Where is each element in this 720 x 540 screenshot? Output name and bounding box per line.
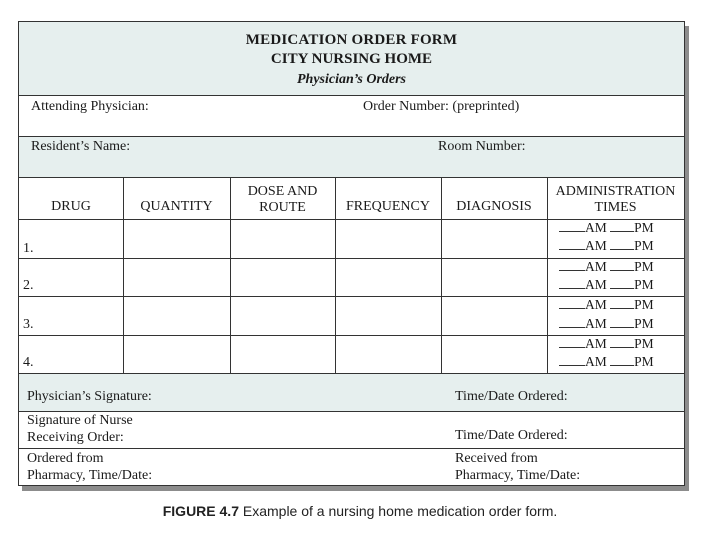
row-number-1: 1. [23, 241, 34, 256]
room-number-field[interactable]: Room Number: [438, 139, 526, 154]
figure-caption [0, 503, 720, 519]
row-number-3: 3. [23, 317, 34, 332]
pm-label: PM [634, 354, 654, 369]
attending-physician-field[interactable]: Attending Physician: [31, 99, 149, 114]
am-label: AM [585, 238, 607, 253]
time-date-ordered-field[interactable]: Time/Date Ordered: [455, 389, 568, 404]
nurse-signature-field[interactable] [27, 412, 133, 446]
am-label: AM [585, 220, 607, 235]
column-divider [335, 177, 336, 373]
form-header [19, 22, 684, 95]
divider [19, 448, 684, 449]
admin-time-am-pm[interactable] [559, 220, 654, 236]
admin-time-am-pm[interactable] [559, 336, 654, 352]
admin-time-am-pm[interactable] [559, 238, 654, 254]
am-label: AM [585, 277, 607, 292]
admin-time-am-pm[interactable] [559, 259, 654, 275]
residents-name-field[interactable]: Resident’s Name: [31, 139, 131, 154]
received-from-pharmacy-field[interactable] [455, 450, 580, 484]
nurse-signature-line1: Signature of Nurse [27, 413, 133, 428]
column-header-drug: DRUG [51, 199, 91, 214]
pm-label: PM [634, 277, 654, 292]
column-header-admin-line1: ADMINISTRATION [555, 184, 676, 199]
ordered-from-line2: Pharmacy, Time/Date: [27, 468, 153, 483]
admin-time-am-pm[interactable] [559, 354, 654, 370]
admin-time-am-pm[interactable] [559, 297, 654, 313]
column-header-administration-times [547, 184, 684, 216]
am-label: AM [585, 297, 607, 312]
pm-label: PM [634, 316, 654, 331]
figure-caption-text: Example of a nursing home medication order form. [238, 503, 558, 519]
ordered-from-pharmacy-field[interactable] [27, 450, 152, 484]
am-label: AM [585, 354, 607, 369]
column-header-dose-route [230, 184, 335, 216]
am-label: AM [585, 336, 607, 351]
divider [19, 95, 684, 96]
order-number-field: Order Number: (preprinted) [363, 99, 520, 114]
pm-label: PM [634, 336, 654, 351]
column-header-quantity: QUANTITY [140, 199, 213, 214]
nurse-signature-line2: Receiving Order: [27, 430, 124, 445]
physician-signature-field[interactable]: Physician’s Signature: [27, 389, 152, 404]
received-from-line2: Pharmacy, Time/Date: [455, 468, 581, 483]
column-divider [547, 177, 548, 373]
column-header-admin-line2: TIMES [594, 200, 637, 215]
divider [19, 177, 684, 178]
form-title: MEDICATION ORDER FORM [245, 32, 458, 48]
facility-name: CITY NURSING HOME [270, 51, 433, 67]
am-label: AM [585, 259, 607, 274]
pm-label: PM [634, 220, 654, 235]
figure-label: FIGURE 4.7 [162, 503, 239, 519]
column-header-frequency: FREQUENCY [345, 199, 430, 214]
pm-label: PM [634, 297, 654, 312]
time-date-ordered-field-2[interactable]: Time/Date Ordered: [455, 428, 568, 443]
column-divider [441, 177, 442, 373]
medication-order-form [18, 21, 685, 486]
am-label: AM [585, 316, 607, 331]
row-number-4: 4. [23, 355, 34, 370]
ordered-from-line1: Ordered from [27, 451, 104, 466]
admin-time-am-pm[interactable] [559, 277, 654, 293]
admin-time-am-pm[interactable] [559, 316, 654, 332]
pm-label: PM [634, 238, 654, 253]
column-divider [123, 177, 124, 373]
received-from-line1: Received from [455, 451, 538, 466]
column-header-dose-line1: DOSE AND [247, 184, 318, 199]
column-divider [230, 177, 231, 373]
column-header-diagnosis: DIAGNOSIS [456, 199, 532, 214]
form-subtitle: Physician’s Orders [296, 72, 407, 87]
pm-label: PM [634, 259, 654, 274]
column-header-dose-line2: ROUTE [259, 200, 306, 215]
row-number-2: 2. [23, 278, 34, 293]
